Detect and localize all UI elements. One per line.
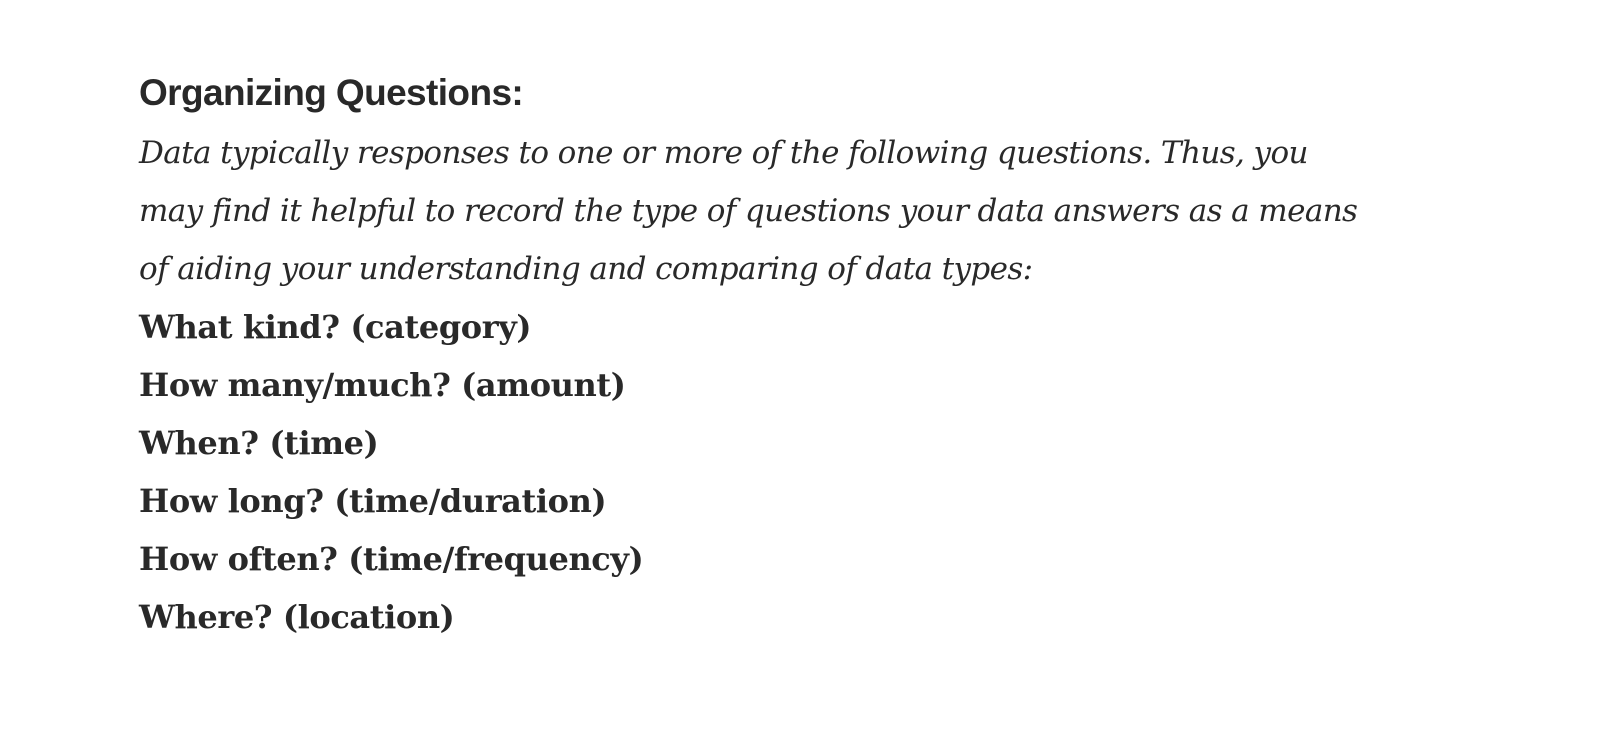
question-item-amount: How many/much? (amount) (139, 366, 626, 404)
intro-paragraph (139, 124, 1399, 298)
question-item-category: What kind? (category) (139, 308, 532, 346)
question-item-time: When? (time) (139, 424, 379, 462)
question-item-location: Where? (location) (139, 598, 455, 636)
question-item-duration: How long? (time/duration) (139, 482, 607, 520)
article-body (139, 66, 1399, 646)
section-heading: Organizing Questions: (139, 72, 524, 113)
intro-line: Data typically responses to one or more of the following questions. Thus, you (139, 135, 1308, 171)
intro-line: may find it helpful to record the type of questions your data answers as a means (139, 193, 1358, 229)
question-item-frequency: How often? (time/frequency) (139, 540, 644, 578)
intro-line: of aiding your understanding and comparing of data types: (139, 251, 1033, 287)
question-list (139, 298, 1399, 646)
